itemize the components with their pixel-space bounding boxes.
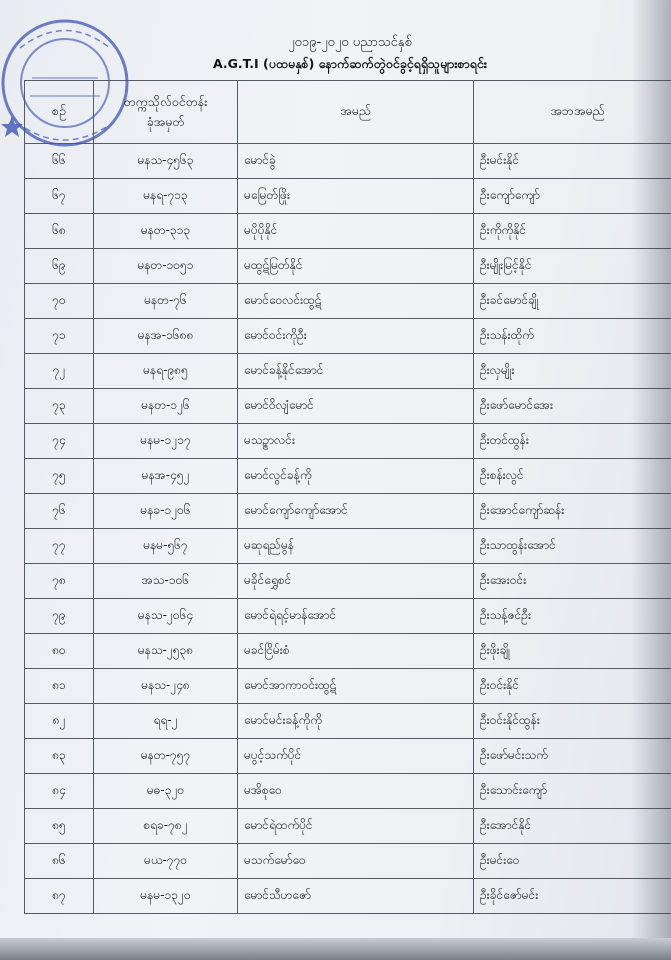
cell-roll-number: မနသ-၂၀၆၄ bbox=[94, 599, 238, 634]
cell-roll-number: အသ-၁၀၆ bbox=[94, 564, 238, 599]
cell-serial-number: ၇၉ bbox=[25, 599, 94, 634]
table-row bbox=[25, 284, 671, 319]
cell-roll-number: မနတ-၁၂၆ bbox=[94, 389, 238, 424]
table-row bbox=[25, 424, 671, 459]
column-header-roll-number bbox=[94, 81, 238, 144]
cell-student-name: မထွဋ်မြတ်နိုင် bbox=[238, 249, 474, 284]
column-header-name: အမည် bbox=[238, 81, 474, 144]
cell-student-name: မပွင့်သက်ပိုင် bbox=[238, 739, 474, 774]
cell-father-name: ဦးသန့်ဇင်ဦး bbox=[474, 599, 671, 634]
admission-list-table bbox=[24, 80, 671, 914]
cell-father-name: ဦးဖိုးချို bbox=[474, 634, 671, 669]
cell-student-name: မခိုင်ရွှေစင် bbox=[238, 564, 474, 599]
table-row bbox=[25, 704, 671, 739]
cell-serial-number: ၇၈ bbox=[25, 564, 94, 599]
cell-serial-number: ၇၅ bbox=[25, 459, 94, 494]
cell-student-name: မောင်အာကာဝင်းထွဋ် bbox=[238, 669, 474, 704]
cell-serial-number: ၈၁ bbox=[25, 669, 94, 704]
cell-serial-number: ၈၄ bbox=[25, 774, 94, 809]
cell-serial-number: ၈၅ bbox=[25, 809, 94, 844]
cell-serial-number: ၈၇ bbox=[25, 879, 94, 914]
table-row bbox=[25, 389, 671, 424]
cell-serial-number: ၇၄ bbox=[25, 424, 94, 459]
cell-father-name: ဦးအောင်ကျော်ဆန်း bbox=[474, 494, 671, 529]
cell-serial-number: ၈၂ bbox=[25, 704, 94, 739]
cell-roll-number: မနတ-၇၅၇ bbox=[94, 739, 238, 774]
cell-student-name: မပိုပိုနိုင် bbox=[238, 214, 474, 249]
cell-father-name: ဦးမင်းဝေ bbox=[474, 844, 671, 879]
cell-roll-number: ရရ-၂ bbox=[94, 704, 238, 739]
cell-roll-number: မယ-၇၇၀ bbox=[94, 844, 238, 879]
academic-year-heading: ၂၀၁၉-၂၀၂၀ ပညာသင်နှစ် bbox=[288, 35, 412, 50]
cell-student-name: မဆုရည်မွန် bbox=[238, 529, 474, 564]
cell-student-name: မောင်ရဲထက်ပိုင် bbox=[238, 809, 474, 844]
cell-student-name: မောင်ဝိလျံမောင် bbox=[238, 389, 474, 424]
cell-roll-number: မနမ-၅၆၇ bbox=[94, 529, 238, 564]
cell-father-name: ဦးဝင်းနိုင်ထွန်း bbox=[474, 704, 671, 739]
cell-father-name: ဦးဝင်းနိုင် bbox=[474, 669, 671, 704]
table-row bbox=[25, 354, 671, 389]
cell-father-name: ဦးမျိုးမြင့်နိုင် bbox=[474, 249, 671, 284]
cell-student-name: မမြေတ်ဖြိုး bbox=[238, 179, 474, 214]
cell-roll-number: မနသ-၂၅၃၈ bbox=[94, 634, 238, 669]
column-header-roll-line2: ခုံအမှတ် bbox=[146, 114, 185, 129]
cell-father-name: ဦးသန်းထိုက် bbox=[474, 319, 671, 354]
cell-father-name: ဦးဖော်မောင်အေး bbox=[474, 389, 671, 424]
cell-roll-number: မနတ-၁၀၅၁ bbox=[94, 249, 238, 284]
cell-serial-number: ၇၁ bbox=[25, 319, 94, 354]
cell-student-name: မောင်သီဟဇော် bbox=[238, 879, 474, 914]
table-row bbox=[25, 214, 671, 249]
cell-roll-number: မနတ-၃၁၃ bbox=[94, 214, 238, 249]
cell-father-name: ဦးကျော်ကျော် bbox=[474, 179, 671, 214]
cell-serial-number: ၆၆ bbox=[25, 144, 94, 179]
cell-student-name: မောင်ခန့်နိုင်အောင် bbox=[238, 354, 474, 389]
cell-student-name: မသဥ္စာလင်း bbox=[238, 424, 474, 459]
table-row bbox=[25, 249, 671, 284]
page-bottom-edge bbox=[0, 938, 671, 960]
cell-roll-number: မနရ-၇၁၃ bbox=[94, 179, 238, 214]
cell-serial-number: ၇၇ bbox=[25, 529, 94, 564]
table-row bbox=[25, 879, 671, 914]
cell-father-name: ဦးမင်းနိုင် bbox=[474, 144, 671, 179]
cell-student-name: မောင်မင်းခန့်ကိုကို bbox=[238, 704, 474, 739]
cell-roll-number: မနသ-၄၅၆၃ bbox=[94, 144, 238, 179]
cell-student-name: မောင်ရဲရင့်မာန်အောင် bbox=[238, 599, 474, 634]
cell-roll-number: မနခ-၁၂၀၆ bbox=[94, 494, 238, 529]
cell-father-name: ဦးခင်မောင်ချို bbox=[474, 284, 671, 319]
table-row bbox=[25, 144, 671, 179]
cell-father-name: ဦးတင်ထွန်း bbox=[474, 424, 671, 459]
cell-roll-number: စရခ-၇၈၂ bbox=[94, 809, 238, 844]
cell-father-name: ဦးစန်းလွင် bbox=[474, 459, 671, 494]
cell-father-name: ဦးသာထွန်းအောင် bbox=[474, 529, 671, 564]
cell-roll-number: မနမ-၁၂၁၇ bbox=[94, 424, 238, 459]
cell-student-name: မောင်ကျော်ကျော်အောင် bbox=[238, 494, 474, 529]
cell-serial-number: ၆၇ bbox=[25, 179, 94, 214]
table-row bbox=[25, 494, 671, 529]
cell-serial-number: ၆၉ bbox=[25, 249, 94, 284]
column-header-no: စဉ် bbox=[25, 81, 94, 144]
table-row bbox=[25, 459, 671, 494]
table-row bbox=[25, 319, 671, 354]
table-row bbox=[25, 809, 671, 844]
table-row bbox=[25, 564, 671, 599]
cell-father-name: ဦးဖော်မင်းသက် bbox=[474, 739, 671, 774]
cell-student-name: မအိစုဝေ bbox=[238, 774, 474, 809]
column-header-father-name: အဘအမည် bbox=[474, 81, 671, 144]
table-row bbox=[25, 669, 671, 704]
cell-father-name: ဦးအေးဝင်း bbox=[474, 564, 671, 599]
cell-student-name: မောင်ခွဲ bbox=[238, 144, 474, 179]
cell-student-name: မသက်မော်ဝေ bbox=[238, 844, 474, 879]
table-row bbox=[25, 739, 671, 774]
cell-serial-number: ၈၃ bbox=[25, 739, 94, 774]
table-header-row bbox=[25, 81, 671, 144]
cell-serial-number: ၈၀ bbox=[25, 634, 94, 669]
document-title: A.G.T.I (ပထမနှစ်) နောက်ဆက်တွဲဝင်ခွင့်ရရှိသူများစာရင်း bbox=[212, 56, 488, 71]
cell-father-name: ဦးခိုင်ဇော်မင်း bbox=[474, 879, 671, 914]
table-row bbox=[25, 844, 671, 879]
cell-roll-number: မနအ-၄၅၂ bbox=[94, 459, 238, 494]
cell-roll-number: မဓ-၃၂၀ bbox=[94, 774, 238, 809]
cell-serial-number: ၇၃ bbox=[25, 389, 94, 424]
cell-serial-number: ၆၈ bbox=[25, 214, 94, 249]
table-row bbox=[25, 179, 671, 214]
cell-father-name: ဦးအောင်နိုင် bbox=[474, 809, 671, 844]
cell-roll-number: မနရ-၉၈၅ bbox=[94, 354, 238, 389]
table-row bbox=[25, 599, 671, 634]
cell-student-name: မောင်ဝင်းကိုဦး bbox=[238, 319, 474, 354]
cell-father-name: ဦးကိုကိုနိုင် bbox=[474, 214, 671, 249]
cell-student-name: မောင်လွင်ခန့်ကို bbox=[238, 459, 474, 494]
table-row bbox=[25, 634, 671, 669]
table-row bbox=[25, 774, 671, 809]
cell-serial-number: ၇၂ bbox=[25, 354, 94, 389]
column-header-roll-line1: တက္ကသိုလ်ဝင်တန်း bbox=[123, 94, 208, 109]
cell-roll-number: မနမ-၁၃၂၀ bbox=[94, 879, 238, 914]
cell-father-name: ဦးသောင်းကျော် bbox=[474, 774, 671, 809]
table-row bbox=[25, 529, 671, 564]
cell-roll-number: မနသ-၂၄၈ bbox=[94, 669, 238, 704]
cell-father-name: ဦးလှမျိုး bbox=[474, 354, 671, 389]
cell-student-name: မောင်ဝေလင်းထွဋ် bbox=[238, 284, 474, 319]
cell-serial-number: ၇၆ bbox=[25, 494, 94, 529]
cell-student-name: မခင်ငြိမ်းစံ bbox=[238, 634, 474, 669]
cell-serial-number: ၇၀ bbox=[25, 284, 94, 319]
cell-roll-number: မနတ-၇၆ bbox=[94, 284, 238, 319]
cell-roll-number: မနအ-၁၆၈၈ bbox=[94, 319, 238, 354]
cell-serial-number: ၈၆ bbox=[25, 844, 94, 879]
